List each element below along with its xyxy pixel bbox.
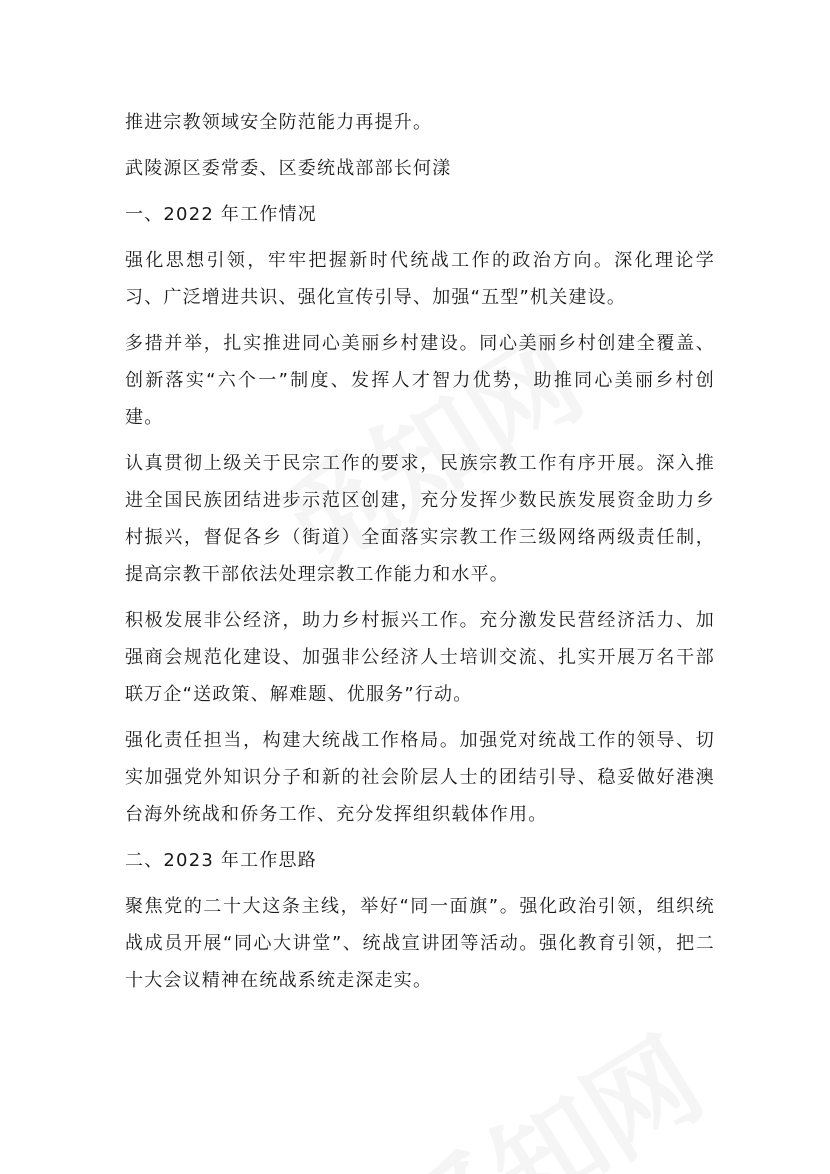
- paragraph-ethnic-religion: 认真贯彻上级关于民宗工作的要求，民族宗教工作有序开展。深入推进全国民族团结进步示范区创建，充分发挥少数民族发展资金助力乡村振兴，督促各乡（街道）全面落实宗教工作三级网络两级责任制，提高宗教干部依法处理宗教工作能力和水平。: [125, 453, 715, 585]
- watermark: [363, 995, 727, 1174]
- section-heading-2023: 二、2023 年工作思路: [125, 850, 317, 871]
- section-heading-2022: 一、2022 年工作情况: [125, 204, 317, 225]
- paragraph-twentieth-congress: 聚焦党的二十大这条主线，举好“同一面旗”。强化政治引领，组织统战成员开展“同心大讲堂”、统战宣讲团等活动。强化教育引领，把二十大会议精神在统战系统走深走实。: [125, 896, 715, 991]
- document-body: [125, 104, 715, 1008]
- paragraph-intro-closing: 推进宗教领域安全防范能力再提升。: [125, 112, 433, 133]
- paragraph-private-economy: 积极发展非公经济，助力乡村振兴工作。充分激发民营经济活力、加强商会规范化建设、加强非公经济人士培训交流、扎实开展万名干部联万企“送政策、解难题、优服务”行动。: [125, 610, 715, 705]
- paragraph-rural-villages: 多措并举，扎实推进同心美丽乡村建设。同心美丽乡村创建全覆盖、创新落实“六个一”制度、发挥人才智力优势，助推同心美丽乡村创建。: [125, 333, 715, 428]
- author-line: 武陵源区委常委、区委统战部部长何漾: [125, 158, 452, 179]
- paragraph-ideology: 强化思想引领，牢牢把握新时代统战工作的政治方向。深化理论学习、广泛增进共识、强化宣传引导、加强“五型”机关建设。: [125, 250, 715, 308]
- paragraph-responsibility: 强化责任担当，构建大统战工作格局。加强党对统战工作的领导、切实加强党外知识分子和新的社会阶层人士的团结引导、稳妥做好港澳台海外统战和侨务工作、充分发挥组织载体作用。: [125, 730, 715, 825]
